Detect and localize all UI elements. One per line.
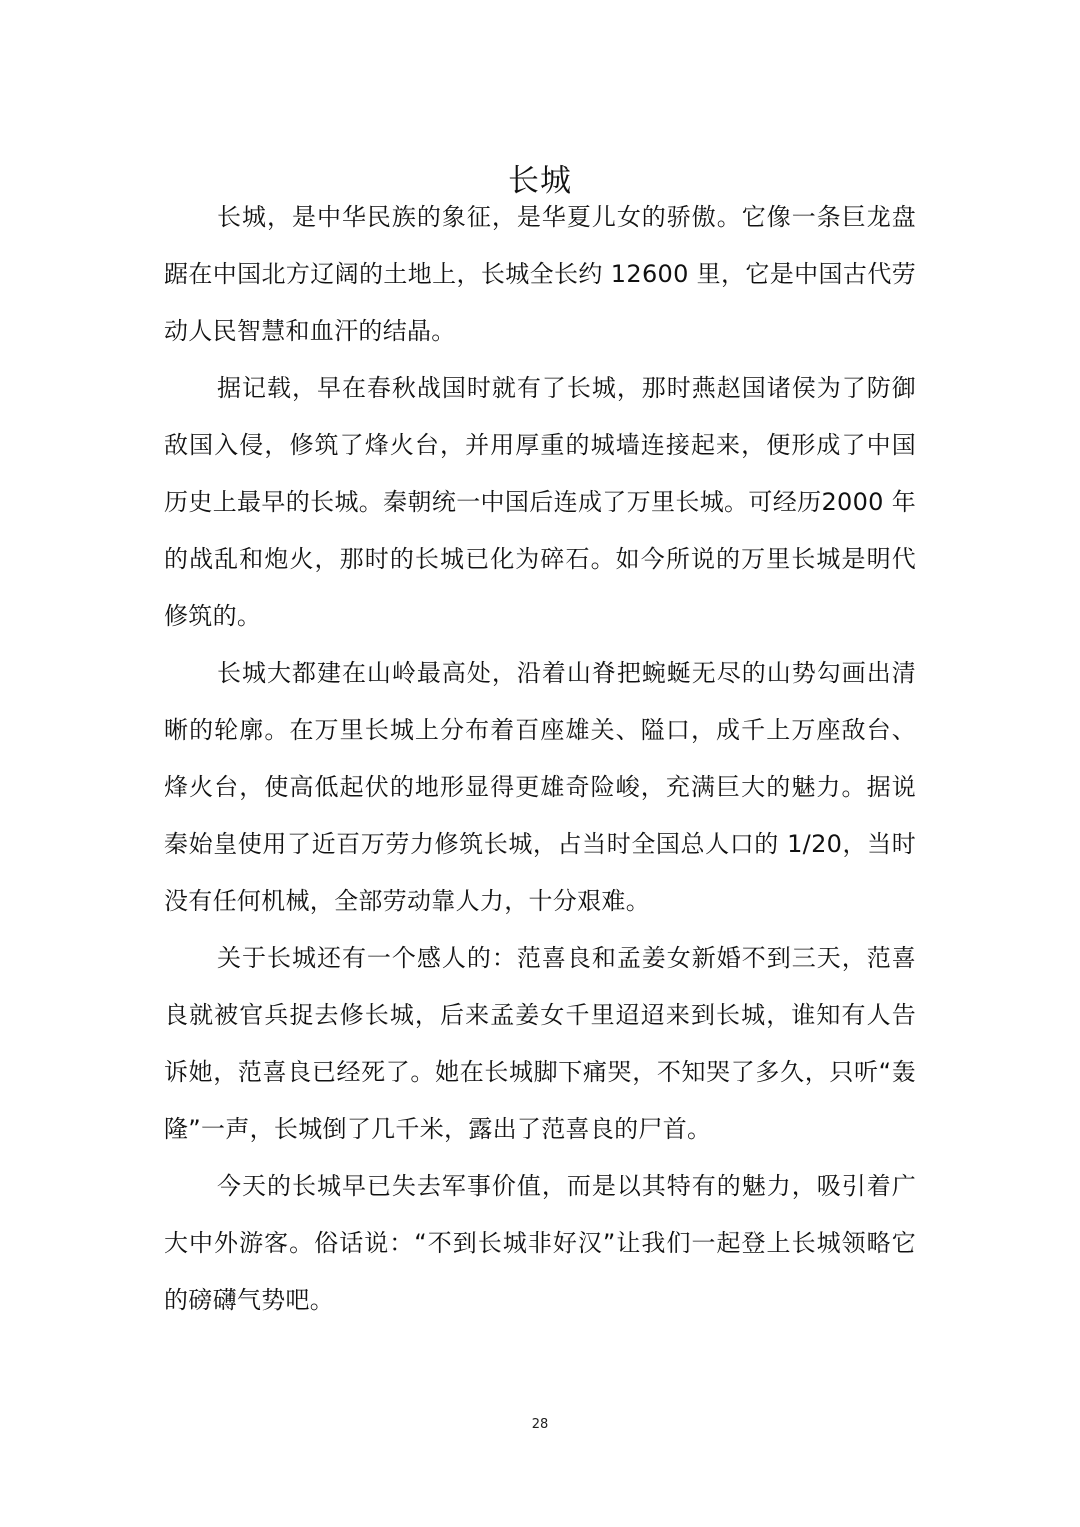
paragraph-1: 长城，是中华民族的象征，是华夏儿女的骄傲。它像一条巨龙盘踞在中国北方辽阔的土地上，长城全长约 12600 里，它是中国古代劳动人民智慧和血汗的结晶。	[164, 203, 916, 345]
paragraph-4: 关于长城还有一个感人的：范喜良和孟姜女新婚不到三天，范喜良就被官兵捉去修长城，后来孟姜女千里迢迢来到长城，谁知有人告诉她，范喜良已经死了。她在长城脚下痛哭，不知哭了多久，只听“轰隆”一声，长城倒了几千米，露出了范喜良的尸首。	[164, 944, 916, 1143]
paragraph-5: 今天的长城早已失去军事价值，而是以其特有的魅力，吸引着广大中外游客。俗话说：“不到长城非好汉”让我们一起登上长城领略它的磅礴气势吧。	[164, 1172, 916, 1314]
page-number: 28	[531, 1417, 549, 1432]
document-title: 长城	[508, 162, 572, 199]
paragraph-2: 据记载，早在春秋战国时就有了长城，那时燕赵国诸侯为了防御敌国入侵，修筑了烽火台，并用厚重的城墙连接起来，便形成了中国历史上最早的长城。秦朝统一中国后连成了万里长城。可经历2000 年的战乱和炮火，那时的长城已化为碎石。如今所说的万里长城是明代修筑的。	[164, 374, 916, 630]
document-body	[164, 189, 916, 1329]
paragraph-3: 长城大都建在山岭最高处，沿着山脊把蜿蜒无尽的山势勾画出清晰的轮廓。在万里长城上分布着百座雄关、隘口，成千上万座敌台、烽火台，使高低起伏的地形显得更雄奇险峻，充满巨大的魅力。据说秦始皇使用了近百万劳力修筑长城，占当时全国总人口的 1/20，当时没有任何机械，全部劳动靠人力，十分艰难。	[164, 659, 916, 915]
